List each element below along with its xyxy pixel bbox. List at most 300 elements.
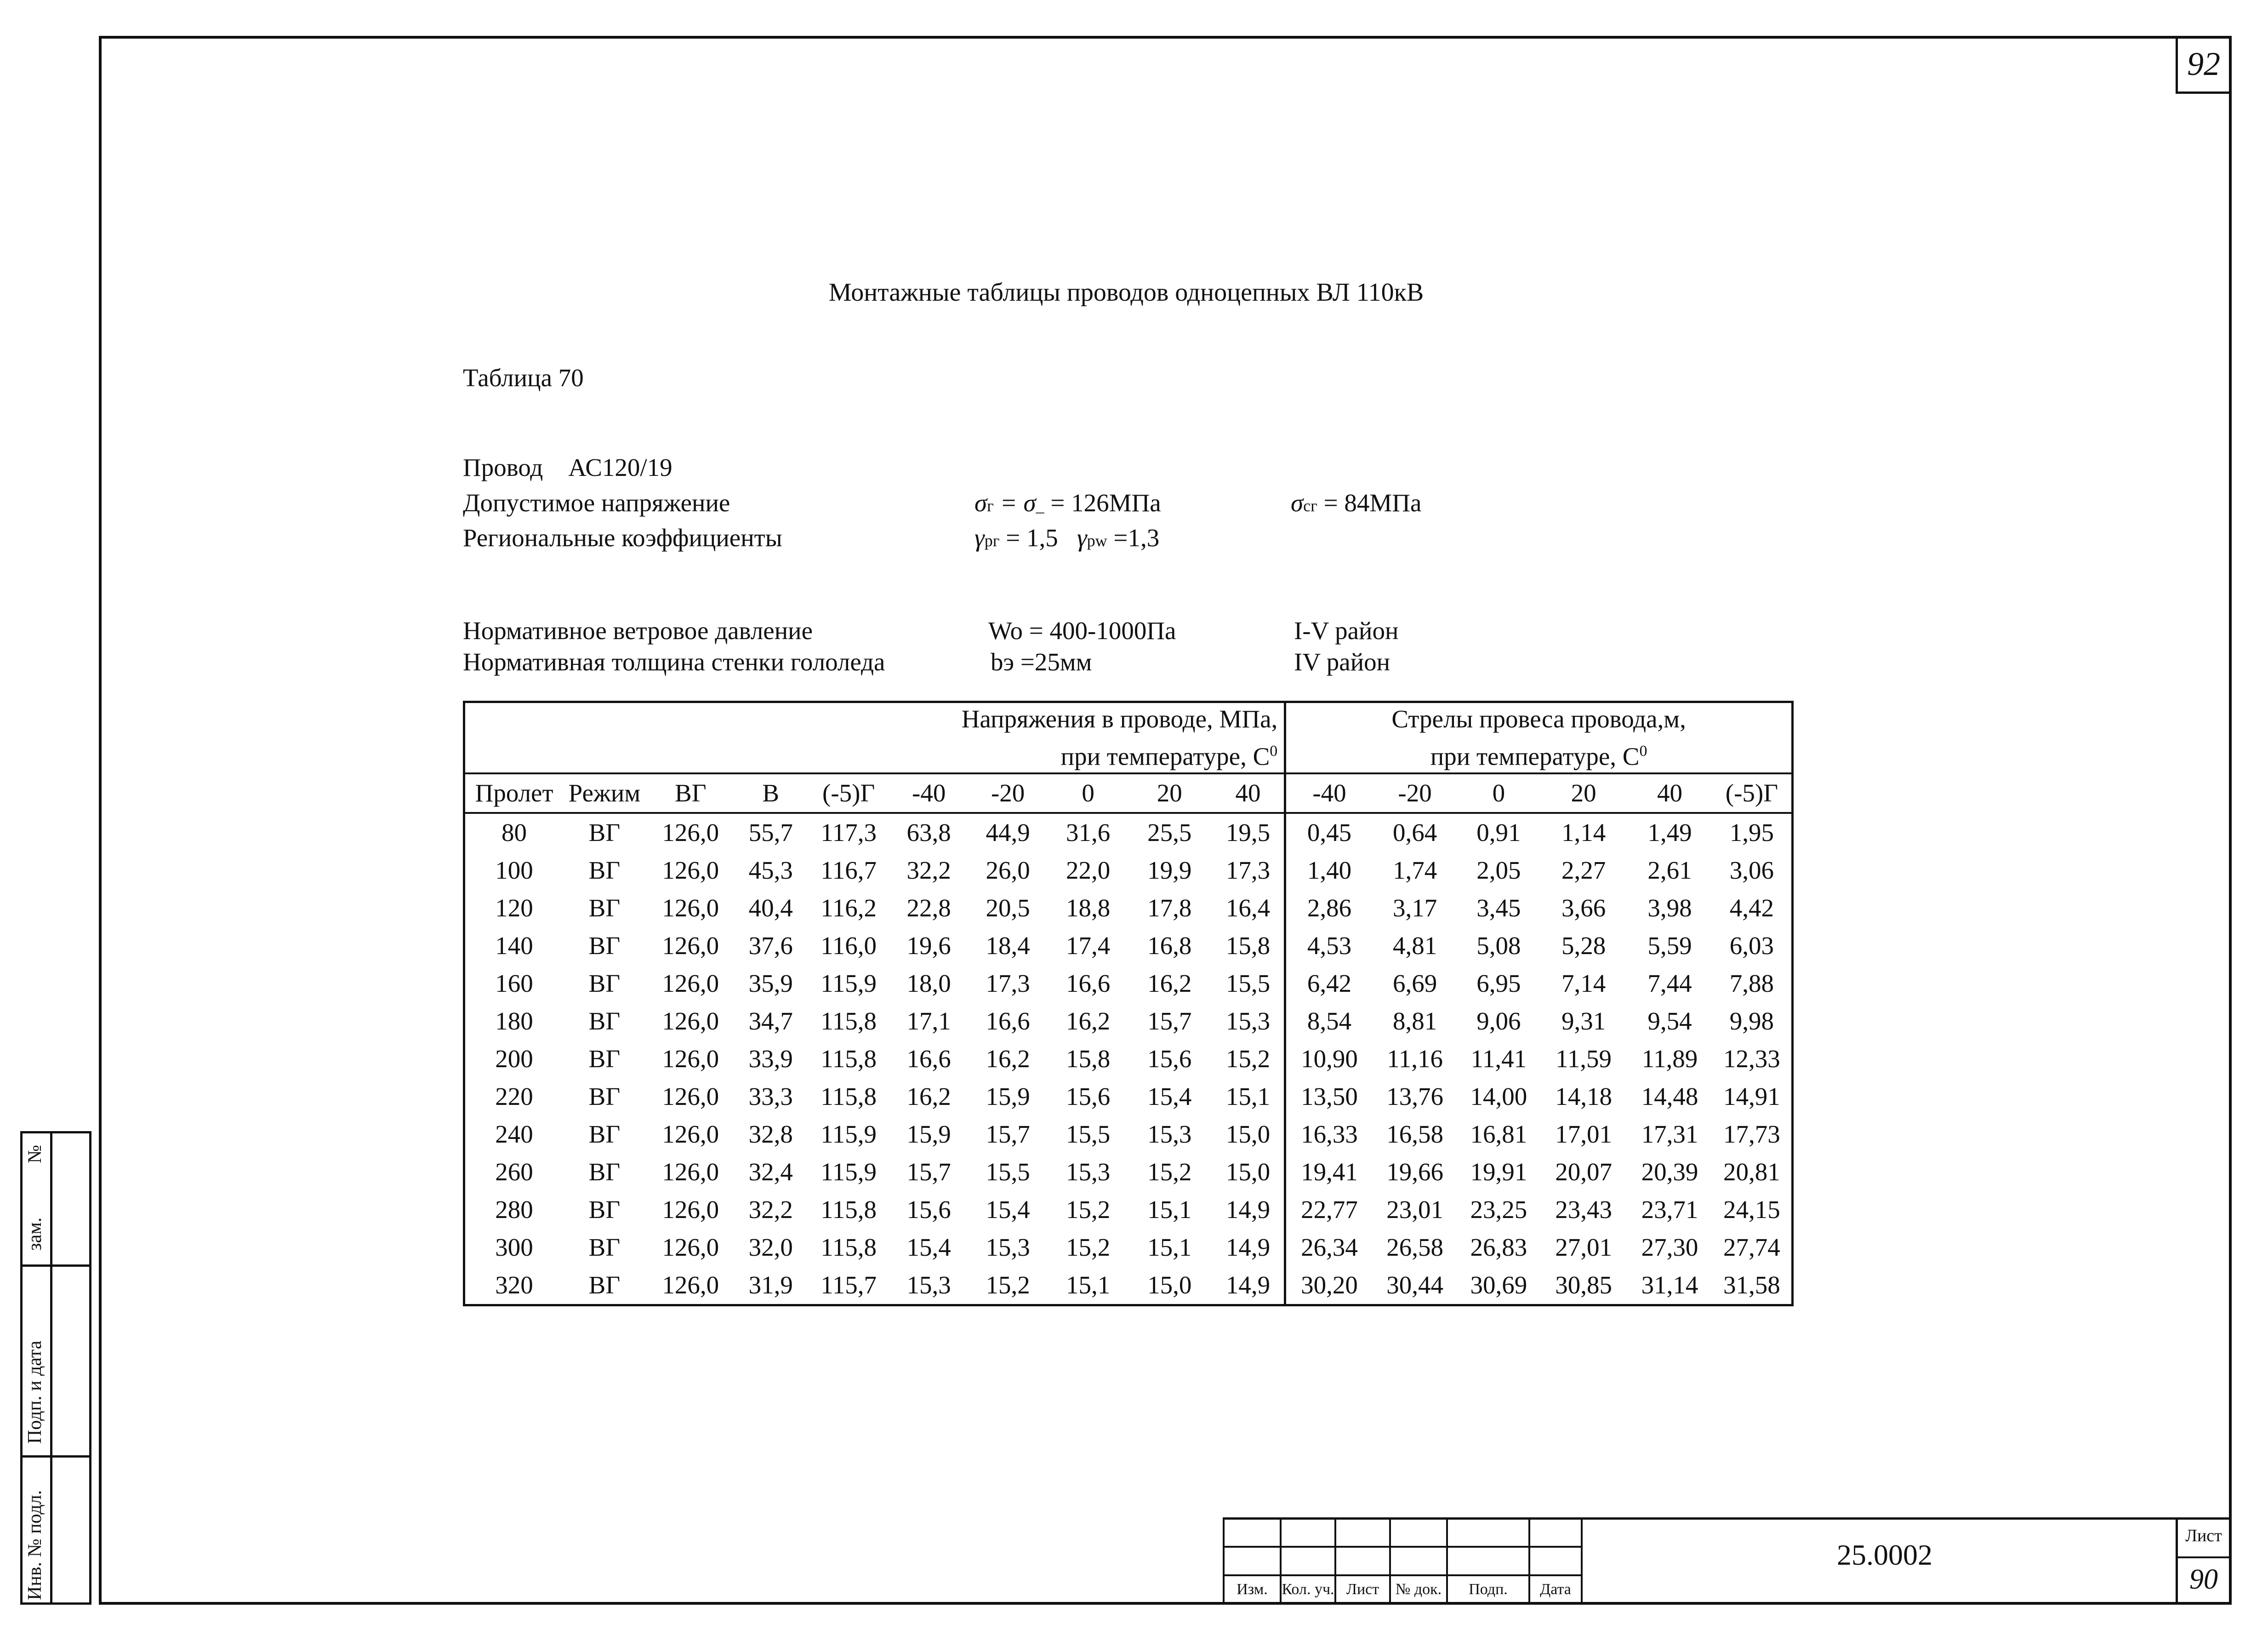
table-cell: 15,2	[1066, 1233, 1111, 1262]
table-cell: 26,58	[1386, 1233, 1443, 1262]
table-row	[464, 1153, 1793, 1191]
table-cell: 117,3	[821, 818, 877, 847]
stress-header-line1: Напряжения в проводе, МПа,	[961, 705, 1278, 733]
table-cell: 9,98	[1729, 1007, 1774, 1035]
table-cell: 26,34	[1285, 1229, 1373, 1266]
table-cell: 100	[495, 856, 533, 885]
table-cell: 14,9	[1225, 1271, 1271, 1299]
table-cell: 9,31	[1561, 1007, 1606, 1035]
table-cell: 15,8	[1066, 1045, 1111, 1073]
table-cell: 116,0	[821, 932, 877, 960]
table-cell: 15,3	[1147, 1120, 1192, 1149]
table-cell: 115,8	[821, 1045, 877, 1073]
table-cell: 27,74	[1723, 1233, 1780, 1262]
table-cell: 3,98	[1647, 894, 1692, 922]
table-cell: 33,9	[748, 1045, 793, 1073]
sigma-g-value: = 126МПа	[1044, 489, 1161, 517]
table-cell: 126,0	[662, 1045, 719, 1073]
table-cell: 27,30	[1641, 1233, 1698, 1262]
table-cell: 140	[495, 932, 533, 960]
table-cell: 3,66	[1561, 894, 1606, 922]
table-cell: 32,4	[748, 1158, 793, 1186]
table-cell: 15,0	[1147, 1271, 1192, 1299]
table-cell: 15,8	[1225, 932, 1271, 960]
table-cell: 15,9	[906, 1120, 951, 1149]
table-cell: 115,9	[821, 1120, 877, 1149]
table-cell: 10,90	[1285, 1040, 1373, 1078]
side-label-no: №	[24, 1144, 46, 1163]
table-cell: 15,2	[1225, 1045, 1271, 1073]
stamp-label: Кол. уч.	[1281, 1575, 1335, 1604]
table-cell: 126,0	[662, 856, 719, 885]
table-cell: 35,9	[748, 969, 793, 998]
table-cell: 16,33	[1285, 1115, 1373, 1153]
table-cell: 8,81	[1392, 1007, 1437, 1035]
revision-row	[1224, 1547, 1582, 1575]
table-cell: 126,0	[662, 1271, 719, 1299]
column-header: 0	[1457, 773, 1540, 813]
table-cell: 126,0	[662, 1120, 719, 1149]
table-cell: 15,5	[986, 1158, 1030, 1186]
table-cell: 4,81	[1392, 932, 1437, 960]
table-row	[464, 1002, 1793, 1040]
table-cell: ВГ	[588, 1120, 621, 1149]
table-row	[464, 852, 1793, 889]
table-cell: 15,4	[1147, 1082, 1192, 1111]
table-cell: 115,8	[821, 1233, 877, 1262]
table-cell: 15,4	[906, 1233, 951, 1262]
table-cell: 0,45	[1285, 813, 1373, 852]
table-cell: 11,89	[1641, 1045, 1698, 1073]
revision-labels-row	[1224, 1575, 1582, 1604]
table-cell: 4,53	[1285, 927, 1373, 965]
table-cell: 5,08	[1476, 932, 1521, 960]
table-cell: 30,20	[1285, 1266, 1373, 1305]
table-row	[464, 889, 1793, 927]
table-cell: 17,1	[906, 1007, 951, 1035]
table-cell: 14,00	[1470, 1082, 1527, 1111]
table-cell: 15,3	[1225, 1007, 1271, 1035]
table-cell: 22,77	[1285, 1191, 1373, 1229]
column-header: ВГ	[646, 773, 735, 813]
table-cell: 16,58	[1386, 1120, 1443, 1149]
side-label-podp: Подп. и дата	[24, 1340, 46, 1444]
table-cell: 15,5	[1066, 1120, 1111, 1149]
table-cell: 320	[495, 1271, 533, 1299]
table-cell: 31,14	[1641, 1271, 1698, 1299]
table-cell: 2,05	[1476, 856, 1521, 885]
wire-label-text: Провод	[463, 453, 543, 481]
table-cell: 19,66	[1386, 1158, 1443, 1186]
table-cell: 18,8	[1066, 894, 1111, 922]
stamp-label: Лист	[1335, 1575, 1390, 1604]
table-cell: 260	[495, 1158, 533, 1186]
column-header: -20	[967, 773, 1049, 813]
column-header: Пролет	[464, 773, 564, 813]
table-cell: 22,8	[906, 894, 951, 922]
side-divider	[20, 1264, 91, 1267]
table-cell: 15,7	[1147, 1007, 1192, 1035]
table-cell: 14,9	[1225, 1195, 1271, 1224]
gamma1-sub: pг	[984, 532, 1000, 550]
page-number: 92	[2187, 46, 2220, 82]
table-cell: 16,81	[1470, 1120, 1527, 1149]
sag-header-line2	[1286, 735, 1791, 772]
sag-header-line2-text: при температуре, С	[1430, 742, 1640, 771]
table-cell: 1,74	[1392, 856, 1437, 885]
table-cell: 4,42	[1729, 894, 1774, 922]
sigma-g-symbol: σ	[974, 489, 987, 517]
column-header: (-5)Г	[1712, 773, 1793, 813]
table-cell: 16,6	[986, 1007, 1030, 1035]
sigma-cg-sub: сг	[1303, 497, 1317, 515]
table-cell: 1,95	[1729, 818, 1774, 847]
table-cell: 5,59	[1647, 932, 1692, 960]
table-row	[464, 813, 1793, 852]
table-cell: 14,91	[1723, 1082, 1780, 1111]
table-cell: 126,0	[662, 1007, 719, 1035]
table-cell: 15,7	[906, 1158, 951, 1186]
table-cell: 15,7	[986, 1120, 1030, 1149]
table-cell: 115,7	[821, 1271, 877, 1299]
table-cell: 40,4	[748, 894, 793, 922]
table-cell: 20,81	[1723, 1158, 1780, 1186]
table-cell: 9,06	[1476, 1007, 1521, 1035]
table-cell: 15,3	[986, 1233, 1030, 1262]
table-cell: 2,86	[1285, 889, 1373, 927]
table-cell: 1,49	[1647, 818, 1692, 847]
sheet-divider	[2176, 1556, 2232, 1558]
table-cell: 34,7	[748, 1007, 793, 1035]
table-cell: 12,33	[1723, 1045, 1780, 1073]
table-cell: 32,2	[906, 856, 951, 885]
table-cell: 126,0	[662, 894, 719, 922]
table-cell: ВГ	[588, 932, 621, 960]
wind-label: Нормативное ветровое давление	[463, 617, 813, 645]
table-cell: 44,9	[986, 818, 1030, 847]
table-cell: ВГ	[588, 1195, 621, 1224]
table-cell: 2,27	[1561, 856, 1606, 885]
column-header: Режим	[563, 773, 646, 813]
table-cell: 20,39	[1641, 1158, 1698, 1186]
table-cell: 14,9	[1225, 1233, 1271, 1262]
table-cell: 1,40	[1285, 852, 1373, 889]
table-cell: 15,1	[1147, 1233, 1192, 1262]
table-cell: 31,9	[748, 1271, 793, 1299]
table-cell: 19,6	[906, 932, 951, 960]
sag-header-line1: Стрелы провеса провода,м,	[1391, 705, 1686, 733]
sheet-number: 90	[2189, 1564, 2218, 1595]
column-header: 20	[1540, 773, 1627, 813]
table-cell: 240	[495, 1120, 533, 1149]
table-cell: 126,0	[662, 1082, 719, 1111]
sigma-cg-value: = 84МПа	[1317, 489, 1422, 517]
table-row	[464, 1229, 1793, 1266]
sigma-g-formula	[974, 488, 1161, 517]
sigma-g-sub: г	[987, 497, 994, 515]
table-cell: 31,58	[1723, 1271, 1780, 1299]
sigma-cg-symbol: σ	[1291, 489, 1304, 517]
document-code: 25.0002	[1837, 1538, 1932, 1571]
table-cell: 15,5	[1225, 969, 1271, 998]
gamma1-value: = 1,5	[999, 524, 1058, 552]
table-cell: 20,07	[1555, 1158, 1612, 1186]
column-header: 40	[1627, 773, 1712, 813]
table-cell: 37,6	[748, 932, 793, 960]
gamma2-symbol: γ	[1077, 524, 1087, 552]
table-cell: 3,45	[1476, 894, 1521, 922]
column-header: 20	[1127, 773, 1212, 813]
table-row	[464, 927, 1793, 965]
table-cell: 15,6	[906, 1195, 951, 1224]
table-row	[464, 1040, 1793, 1078]
side-label-inv: Инв. № подл.	[24, 1490, 46, 1600]
table-cell: 115,8	[821, 1082, 877, 1111]
table-cell: 126,0	[662, 969, 719, 998]
table-cell: 15,2	[986, 1271, 1030, 1299]
table-cell: 15,1	[1066, 1271, 1111, 1299]
table-cell: 3,06	[1729, 856, 1774, 885]
column-header: -40	[891, 773, 967, 813]
ice-region: IV район	[1294, 648, 1390, 676]
table-cell: 116,2	[821, 894, 877, 922]
table-cell: 280	[495, 1195, 533, 1224]
table-cell: 30,44	[1386, 1271, 1443, 1299]
stamp-label: № док.	[1390, 1575, 1447, 1604]
table-cell: 115,8	[821, 1195, 877, 1224]
table-cell: 126,0	[662, 1233, 719, 1262]
table-cell: 32,0	[748, 1233, 793, 1262]
table-cell: 19,41	[1285, 1153, 1373, 1191]
table-label: Таблица 70	[463, 364, 584, 392]
table-cell: 30,69	[1470, 1271, 1527, 1299]
stamp-label: Изм.	[1224, 1575, 1281, 1604]
stamp-label: Дата	[1529, 1575, 1582, 1604]
table-cell: 16,2	[986, 1045, 1030, 1073]
table-cell: 14,48	[1641, 1082, 1698, 1111]
revision-grid	[1223, 1517, 1583, 1605]
table-cell: 15,0	[1225, 1120, 1271, 1149]
table-cell: 32,2	[748, 1195, 793, 1224]
table-cell: 16,2	[1147, 969, 1192, 998]
table-row	[464, 965, 1793, 1002]
column-header-row	[464, 773, 1793, 813]
gamma1-symbol: γ	[974, 524, 985, 552]
column-header: 40	[1212, 773, 1285, 813]
table-cell: 18,4	[986, 932, 1030, 960]
column-header: 0	[1049, 773, 1127, 813]
table-cell: 6,03	[1729, 932, 1774, 960]
table-cell: 15,2	[1147, 1158, 1192, 1186]
table-cell: 13,50	[1285, 1078, 1373, 1115]
table-cell: 17,3	[986, 969, 1030, 998]
table-cell: 7,88	[1729, 969, 1774, 998]
wind-value: Wo = 400-1000Па	[988, 617, 1176, 645]
regional-coefficients-label: Региональные коэффициенты	[463, 524, 782, 552]
table-cell: 23,25	[1470, 1195, 1527, 1224]
table-cell: 5,28	[1561, 932, 1606, 960]
table-cell: 16,8	[1147, 932, 1192, 960]
table-cell: 6,42	[1285, 965, 1373, 1002]
table-cell: 15,4	[986, 1195, 1030, 1224]
table-cell: 11,41	[1470, 1045, 1527, 1073]
table-cell: 17,73	[1723, 1120, 1780, 1149]
table-cell: 300	[495, 1233, 533, 1262]
ice-value: bэ =25мм	[991, 648, 1092, 676]
stress-header-line2	[465, 735, 1277, 772]
table-row	[464, 1191, 1793, 1229]
table-cell: 120	[495, 894, 533, 922]
stress-header-sup: 0	[1270, 743, 1278, 760]
sigma-cg-formula	[1291, 488, 1421, 517]
table-cell: 16,2	[906, 1082, 951, 1111]
table-cell: 19,91	[1470, 1158, 1527, 1186]
table-cell: 16,2	[1066, 1007, 1111, 1035]
column-header: -40	[1285, 773, 1373, 813]
table-cell: 23,01	[1386, 1195, 1443, 1224]
table-cell: ВГ	[588, 856, 621, 885]
table-cell: 55,7	[748, 818, 793, 847]
wire-value: АС120/19	[568, 453, 672, 481]
allowed-stress-label: Допустимое напряжение	[463, 489, 730, 517]
sag-header-sup: 0	[1639, 743, 1647, 760]
side-divider	[20, 1455, 91, 1458]
table-body	[464, 813, 1793, 1305]
table-cell: ВГ	[588, 818, 621, 847]
table-cell: 15,3	[906, 1271, 951, 1299]
table-cell: ВГ	[588, 894, 621, 922]
group-header-row	[464, 702, 1793, 774]
table-row	[464, 1115, 1793, 1153]
table-cell: 16,4	[1225, 894, 1271, 922]
table-cell: 14,18	[1555, 1082, 1612, 1111]
table-cell: 15,0	[1225, 1158, 1271, 1186]
wind-region: I-V район	[1294, 617, 1399, 645]
table-cell: 126,0	[662, 932, 719, 960]
gamma-formula	[974, 523, 1159, 552]
gamma2-value: =1,3	[1107, 524, 1160, 552]
table-cell: 26,0	[986, 856, 1030, 885]
page-title: Монтажные таблицы проводов одноцепных ВЛ 110кВ	[828, 278, 1424, 307]
table-cell: 20,5	[986, 894, 1030, 922]
gamma2-sub: pw	[1087, 532, 1107, 550]
table-cell: 115,8	[821, 1007, 877, 1035]
table-cell: 180	[495, 1007, 533, 1035]
sheet-label: Лист	[2185, 1526, 2222, 1545]
table-cell: 160	[495, 969, 533, 998]
table-cell: 126,0	[662, 818, 719, 847]
table-cell: 32,8	[748, 1120, 793, 1149]
table-cell: 1,14	[1561, 818, 1606, 847]
table-cell: 2,61	[1647, 856, 1692, 885]
table-cell: 15,6	[1066, 1082, 1111, 1111]
table-cell: ВГ	[588, 1045, 621, 1073]
table-cell: ВГ	[588, 1271, 621, 1299]
table-cell: ВГ	[588, 1158, 621, 1186]
table-cell: 17,01	[1555, 1120, 1612, 1149]
installation-table	[463, 701, 1794, 1306]
table-cell: 16,6	[906, 1045, 951, 1073]
table-cell: 6,95	[1476, 969, 1521, 998]
table-cell: 25,5	[1147, 818, 1192, 847]
table-cell: 31,6	[1066, 818, 1111, 847]
table-cell: 9,54	[1647, 1007, 1692, 1035]
table-cell: 63,8	[906, 818, 951, 847]
stamp-label: Подп.	[1447, 1575, 1529, 1604]
table-cell: 13,76	[1386, 1082, 1443, 1111]
side-label-zam: зам.	[24, 1217, 46, 1251]
table-cell: 27,01	[1555, 1233, 1612, 1262]
table-cell: 126,0	[662, 1195, 719, 1224]
table-cell: 23,43	[1555, 1195, 1612, 1224]
sag-group-header	[1285, 702, 1793, 774]
table-cell: 18,0	[906, 969, 951, 998]
table-cell: 7,14	[1561, 969, 1606, 998]
table-cell: 33,3	[748, 1082, 793, 1111]
table-cell: 6,69	[1392, 969, 1437, 998]
table-cell: 220	[495, 1082, 533, 1111]
table-cell: 19,5	[1225, 818, 1271, 847]
table-cell: 7,44	[1647, 969, 1692, 998]
column-header: В	[735, 773, 806, 813]
stress-group-header	[464, 702, 1285, 774]
table-cell: 26,83	[1470, 1233, 1527, 1262]
sigma-eq-symbol: = σ	[993, 489, 1036, 517]
table-cell: ВГ	[588, 1007, 621, 1035]
table-cell: 22,0	[1066, 856, 1111, 885]
table-cell: ВГ	[588, 1233, 621, 1262]
column-header: -20	[1373, 773, 1458, 813]
table-cell: 80	[501, 818, 527, 847]
table-row	[464, 1078, 1793, 1115]
table-cell: 15,2	[1066, 1195, 1111, 1224]
table-cell: 30,85	[1555, 1271, 1612, 1299]
table-cell: 17,8	[1147, 894, 1192, 922]
table-cell: 15,9	[986, 1082, 1030, 1111]
table-cell: ВГ	[588, 1082, 621, 1111]
column-header: (-5)Г	[806, 773, 891, 813]
table-cell: 0,64	[1392, 818, 1437, 847]
table-cell: 17,3	[1225, 856, 1271, 885]
table-cell: 19,9	[1147, 856, 1192, 885]
table-cell: 8,54	[1285, 1002, 1373, 1040]
table-cell: 15,1	[1225, 1082, 1271, 1111]
table-cell: 15,3	[1066, 1158, 1111, 1186]
table-cell: 116,7	[821, 856, 877, 885]
table-cell: 115,9	[821, 1158, 877, 1186]
table-cell: 17,31	[1641, 1120, 1698, 1149]
table-cell: ВГ	[588, 969, 621, 998]
revision-row	[1224, 1518, 1582, 1547]
table-cell: 200	[495, 1045, 533, 1073]
table-row	[464, 1266, 1793, 1305]
table-cell: 0,91	[1476, 818, 1521, 847]
table-cell: 115,9	[821, 969, 877, 998]
table-cell: 15,6	[1147, 1045, 1192, 1073]
table-cell: 15,1	[1147, 1195, 1192, 1224]
sigma-eq-sub: _	[1036, 497, 1044, 515]
table-cell: 23,71	[1641, 1195, 1698, 1224]
table-cell: 3,17	[1392, 894, 1437, 922]
table-cell: 126,0	[662, 1158, 719, 1186]
table-cell: 24,15	[1723, 1195, 1780, 1224]
table-cell: 11,59	[1556, 1045, 1612, 1073]
table-cell: 45,3	[748, 856, 793, 885]
table-cell: 11,16	[1387, 1045, 1443, 1073]
stress-header-line2-text: при температуре, С	[1060, 742, 1270, 771]
table-cell: 17,4	[1066, 932, 1111, 960]
table-cell: 16,6	[1066, 969, 1111, 998]
